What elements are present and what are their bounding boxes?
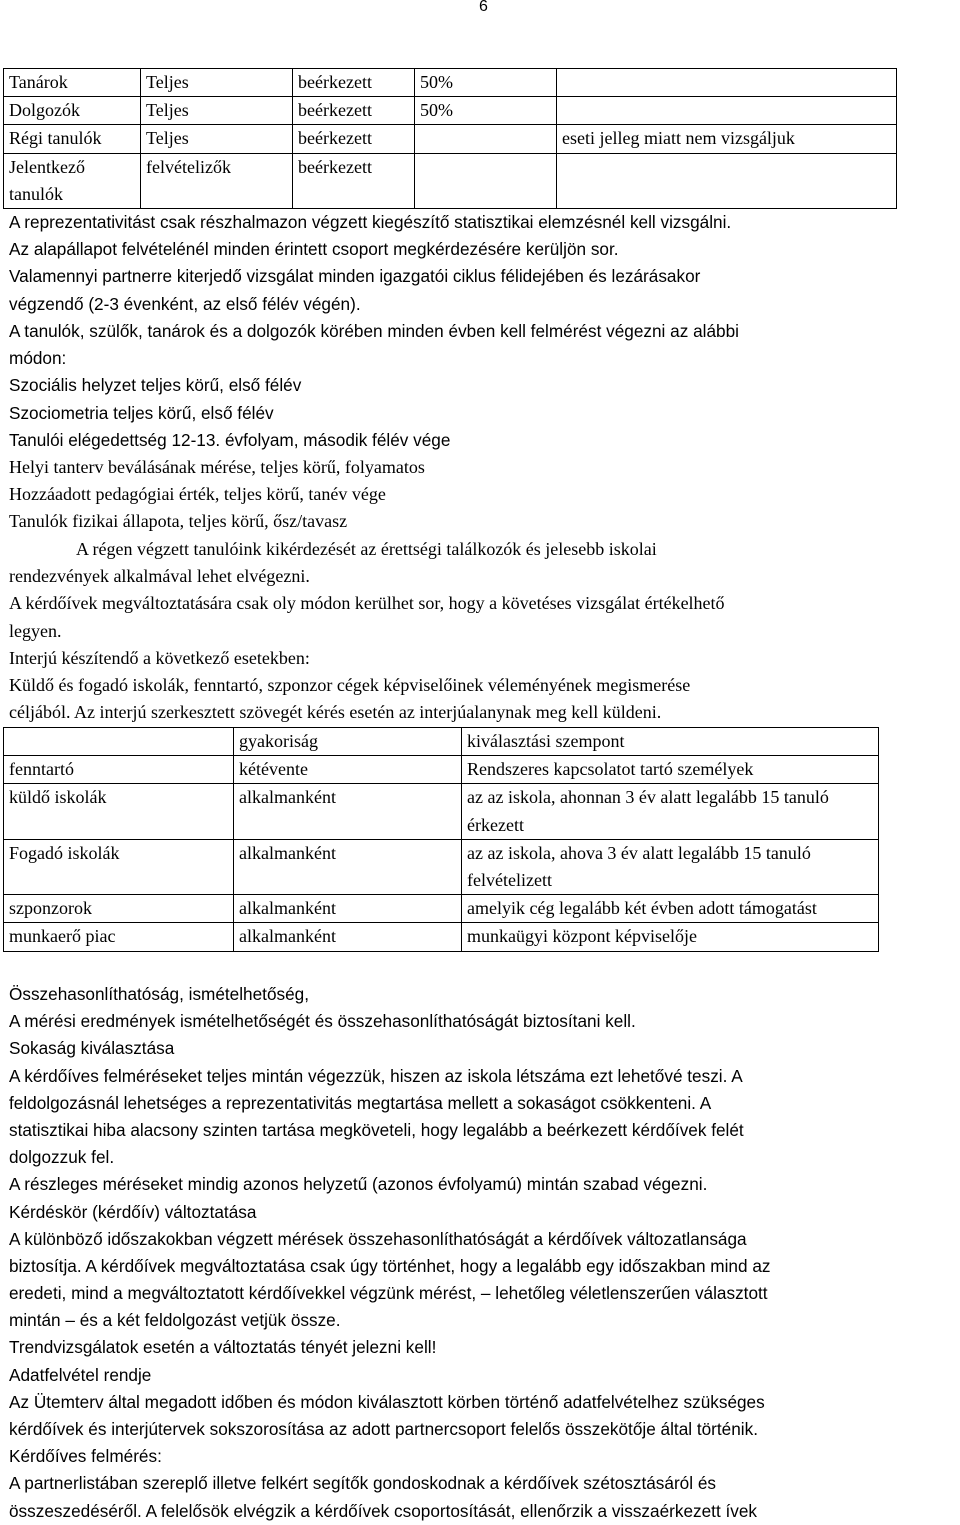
table-cell: az az iskola, ahova 3 év alatt legalább 15 tanuló felvételizett	[462, 839, 879, 894]
text-line: Az alapállapot felvételénél minden érintett csoport megkérdezésére kerüljön sor.	[9, 239, 619, 260]
text-line: Sokaság kiválasztása	[9, 1038, 175, 1059]
table-cell: Dolgozók	[4, 97, 141, 125]
table-cell	[557, 69, 897, 97]
text-line: A mérési eredmények ismételhetőségét és összehasonlíthatóságát biztosítani kell.	[9, 1011, 636, 1032]
table-cell	[415, 153, 557, 208]
table-cell	[557, 97, 897, 125]
table-cell: szponzorok	[4, 895, 234, 923]
table-row	[4, 69, 897, 97]
paragraph-block-surveys	[9, 318, 953, 454]
table-cell: amelyik cég legalább két évben adott támogatást	[462, 895, 879, 923]
text-line: Összehasonlíthatóság, ismételhetőség,	[9, 984, 310, 1004]
text-line: Trendvizsgálatok esetén a változtatás tényét jelezni kell!	[9, 1337, 437, 1358]
table-cell: Teljes	[141, 97, 293, 125]
table-row	[4, 97, 897, 125]
table-header-cell: kiválasztási szempont	[462, 728, 879, 756]
table-cell: 50%	[415, 97, 557, 125]
table-cell: kétévente	[234, 756, 462, 784]
table-cell: munkaerő piac	[4, 923, 234, 951]
table-cell: Jelentkező tanulók	[4, 153, 141, 208]
paragraph-block-comparability	[9, 981, 953, 1525]
table-cell: Fogadó iskolák	[4, 839, 234, 894]
text-line: Küldő és fogadó iskolák, fenntartó, szponzor cégek képviselőinek véleményének megismerése	[9, 674, 691, 695]
table-cell: munkaügyi központ képviselője	[462, 923, 879, 951]
text-line: Kérdéskör (kérdőív) változtatása	[9, 1201, 257, 1222]
table-cell: Teljes	[141, 69, 293, 97]
table-cell: Régi tanulók	[4, 125, 141, 153]
response-table	[3, 68, 897, 209]
table-row	[4, 125, 897, 153]
table-cell: eseti jelleg miatt nem vizsgáljuk	[557, 125, 897, 153]
text-line: Tanulók fizikai állapota, teljes körű, ősz/tavasz	[9, 511, 348, 532]
paragraph-block-survey-list	[9, 454, 953, 536]
table-cell	[557, 153, 897, 208]
table-cell	[415, 125, 557, 153]
text-line: A különböző időszakokban végzett mérések összehasonlíthatóságát a kérdőívek változatlansága	[9, 1228, 747, 1249]
text-line: A kérdőíves felméréseket teljes mintán végezzük, hiszen az iskola létszáma ezt lehetővé teszi. A	[9, 1065, 743, 1086]
table-row	[4, 784, 879, 839]
text-line: rendezvények alkalmával lehet elvégezni.	[9, 566, 310, 587]
text-line: végzendő (2-3 évenként, az első félév végén).	[9, 293, 361, 314]
text-line: A régen végzett tanulóink kikérdezését az érettségi találkozók és jelesebb iskolai	[76, 539, 657, 559]
text-line: Interjú készítendő a következő esetekben:	[9, 647, 310, 668]
table-cell: Teljes	[141, 125, 293, 153]
text-line: feldolgozásnál lehetséges a reprezentativitás megtartása mellett a sokaságot csökkenteni. A	[9, 1092, 712, 1113]
text-line: Az Ütemterv által megadott időben és módon kiválasztott körben történő adatfelvételhez szükséges	[9, 1391, 765, 1412]
text-line: céljából. Az interjú szerkesztett szövegét kérés esetén az interjúalanynak meg kell küldeni.	[9, 702, 662, 723]
table-cell: fenntartó	[4, 756, 234, 784]
text-line: A reprezentativitást csak részhalmazon végzett kiegészítő statisztikai elemzésnél kell vizsgálni.	[9, 212, 732, 232]
table-cell: 50%	[415, 69, 557, 97]
text-line: A partnerlistában szereplő illetve felkért segítők gondoskodnak a kérdőívek szétosztásáról és	[9, 1473, 716, 1494]
table-row	[4, 756, 879, 784]
table-cell: beérkezett	[293, 69, 415, 97]
table-row	[4, 895, 879, 923]
text-line: mintán – és a két feldolgozást vetjük össze.	[9, 1310, 341, 1331]
text-line: Valamennyi partnerre kiterjedő vizsgálat minden igazgatói ciklus félidejében és lezárásakor	[9, 266, 701, 287]
table-cell: beérkezett	[293, 97, 415, 125]
text-line: Tanulói elégedettség 12-13. évfolyam, második félév vége	[9, 429, 451, 450]
table-cell: Rendszeres kapcsolatot tartó személyek	[462, 756, 879, 784]
text-line: A kérdőívek megváltoztatására csak oly módon kerülhet sor, hogy a követéses vizsgálat értékelhető	[9, 593, 725, 614]
table-header-cell	[4, 728, 234, 756]
text-line: eredeti, mind a megváltoztatott kérdőívekkel végzünk mérést, – lehetőleg véletlenszerűen választott	[9, 1283, 768, 1304]
text-line: dolgozzuk fel.	[9, 1147, 115, 1168]
text-line: Adatfelvétel rendje	[9, 1364, 152, 1385]
text-line: A részleges méréseket mindig azonos helyzetű (azonos évfolyamú) mintán szabad végezni.	[9, 1174, 708, 1195]
interview-table	[3, 727, 879, 952]
table-row	[4, 839, 879, 894]
text-line: módon:	[9, 348, 67, 369]
table-cell: felvételizők	[141, 153, 293, 208]
text-line: A tanulók, szülők, tanárok és a dolgozók körében minden évben kell felmérést végezni az alábbi	[9, 321, 739, 341]
table-row	[4, 153, 897, 208]
table-cell: alkalmanként	[234, 923, 462, 951]
text-line: Hozzáadott pedagógiai érték, teljes körű, tanév vége	[9, 484, 386, 505]
table-row	[4, 923, 879, 951]
table-cell: beérkezett	[293, 153, 415, 208]
text-line: Kérdőíves felmérés:	[9, 1446, 162, 1467]
table-cell: küldő iskolák	[4, 784, 234, 839]
table-header-cell: gyakoriság	[234, 728, 462, 756]
table-cell: az az iskola, ahonnan 3 év alatt legalább 15 tanuló érkezett	[462, 784, 879, 839]
page-number: 6	[479, 0, 488, 15]
text-line: legyen.	[9, 620, 62, 641]
text-line: Helyi tanterv beválásának mérése, teljes körű, folyamatos	[9, 457, 425, 477]
table-cell: alkalmanként	[234, 784, 462, 839]
paragraph-block-interviews	[9, 536, 953, 726]
table-cell: alkalmanként	[234, 895, 462, 923]
text-line: összeszedéséről. A felelősök elvégzik a kérdőívek csoportosítását, ellenőrzik a visszaérkezett ívek	[9, 1500, 758, 1521]
table-cell: Tanárok	[4, 69, 141, 97]
text-line: kérdőívek és interjútervek sokszorosítása az adott partnercsoport felelős összekötője által történik.	[9, 1419, 758, 1439]
paragraph-block-representativity	[9, 209, 953, 318]
table-cell: beérkezett	[293, 125, 415, 153]
text-line: Szociometria teljes körű, első félév	[9, 402, 274, 423]
text-line: Szociális helyzet teljes körű, első félév	[9, 375, 302, 396]
table-cell: alkalmanként	[234, 839, 462, 894]
table-header-row	[4, 728, 879, 756]
text-line: statisztikai hiba alacsony szinten tartása megköveteli, hogy legalább a beérkezett kérdőívek felét	[9, 1119, 744, 1140]
text-line: biztosítja. A kérdőívek megváltoztatása csak úgy történhet, hogy a legalább egy időszakban mind az	[9, 1255, 771, 1276]
